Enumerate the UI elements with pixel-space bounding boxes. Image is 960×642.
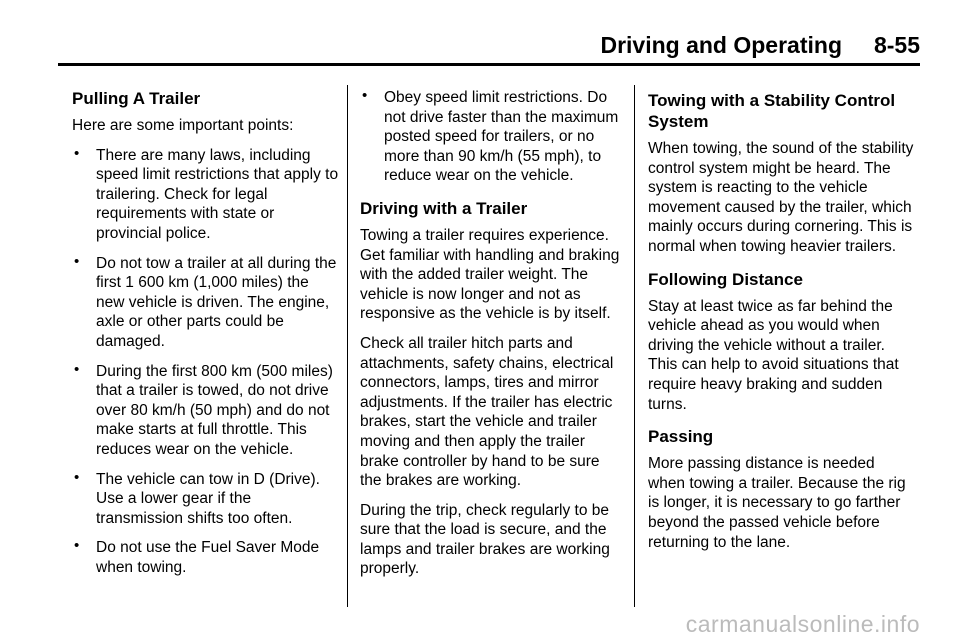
bullet-icon: • (74, 468, 80, 486)
list-item-text: Obey speed limit restrictions. Do not drive faster than the maximum posted speed for trailers, or no more than 90 km/h (55 mph), to reduce wear on the vehicle. (384, 89, 619, 185)
column-divider-1 (347, 85, 348, 607)
column-3 (648, 88, 914, 562)
page-number: 8-55 (873, 32, 920, 58)
watermark: carmanualsonline.info (685, 611, 920, 637)
page-header (600, 32, 920, 59)
list-item (72, 470, 340, 529)
list-item-text: During the first 800 km (500 miles) that a trailer is towed, do not drive over 80 km/h (50 mph) and do not make starts at full throttle. This reduces wear on the vehicle. (96, 362, 333, 458)
paragraph: More passing distance is needed when towing a trailer. Because the rig is longer, it is necessary to go farther beyond the passed vehicle before returning to the lane. (648, 455, 906, 551)
heading-pulling-a-trailer: Pulling A Trailer (72, 89, 201, 108)
intro-text: Here are some important points: (72, 117, 294, 134)
paragraph: Check all trailer hitch parts and attachments, safety chains, electrical connectors, lamps, tires and mirror adjustments. If the trailer has electric brakes, start the vehicle and trailer moving and then apply the trailer brake controller by hand to be sure the brakes are working. (360, 334, 614, 490)
paragraph: Stay at least twice as far behind the vehicle ahead as you would when driving the vehicle without a trailer. This can help to avoid situations that require heavy braking and sudden turns. (648, 297, 899, 413)
list-item-text: The vehicle can tow in D (Drive). Use a lower gear if the transmission shifts too often. (96, 470, 320, 527)
list-item-text: Do not use the Fuel Saver Mode when towing. (96, 539, 320, 576)
paragraph: Towing a trailer requires experience. Get familiar with handling and braking with the added trailer weight. The vehicle is now longer and not as responsive as the vehicle is by itself. (360, 226, 620, 323)
bullet-icon: • (74, 360, 80, 378)
heading-towing-stability-control: Towing with a Stability Control System (648, 91, 896, 131)
list-item (72, 538, 340, 577)
list-item (72, 146, 340, 244)
paragraph: During the trip, check regularly to be sure that the load is secure, and the lamps and trailer brakes are working properly. (360, 501, 610, 578)
list-item-text: There are many laws, including speed limit restrictions that apply to trailering. Check for legal requirements with state or provincial police. (96, 146, 339, 242)
list-item-text: Do not tow a trailer at all during the first 1 600 km (1,000 miles) the new vehicle is driven. The engine, axle or other parts could be damaged. (96, 254, 337, 350)
column-2 (360, 88, 622, 589)
column-1 (72, 88, 340, 587)
list-item (360, 88, 622, 186)
bullet-list (360, 88, 622, 186)
bullet-icon: • (74, 537, 80, 555)
bullet-icon: • (74, 144, 80, 162)
section-title: Driving and Operating (600, 32, 842, 58)
header-rule (58, 63, 920, 66)
bullet-icon: • (362, 87, 368, 104)
bullet-list (72, 146, 340, 578)
bullet-icon: • (74, 252, 80, 270)
column-divider-2 (634, 85, 635, 607)
list-item (72, 362, 340, 460)
heading-following-distance: Following Distance (648, 269, 803, 289)
list-item (72, 254, 340, 352)
heading-passing: Passing (648, 427, 714, 447)
paragraph: When towing, the sound of the stability control system might be heard. The system is reacting to the vehicle movement caused by the trailer, which mainly occurs during cornering. This is normal when towing heavier trailers. (648, 140, 914, 255)
heading-driving-with-a-trailer: Driving with a Trailer (360, 198, 528, 218)
